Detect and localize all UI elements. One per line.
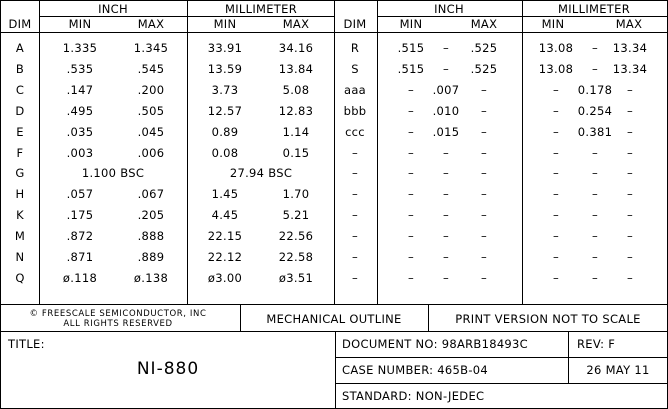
left-unit-divider <box>187 0 188 304</box>
right-inch-mid-cell: – <box>442 271 450 285</box>
right-inch-min-cell: – <box>407 83 415 97</box>
revision: REV: F <box>577 337 616 351</box>
right-inch-min-cell: – <box>407 125 415 139</box>
left-inch-min-cell: 1.335 <box>62 41 98 55</box>
title-value: NI-880 <box>136 359 200 379</box>
right-mm-min-cell: – <box>552 146 560 160</box>
left-mm-min-cell: 4.45 <box>211 208 239 222</box>
left-mm-min-cell: 33.91 <box>207 41 243 55</box>
copyright-line-1: © FREESCALE SEMICONDUCTOR, INC <box>29 309 207 319</box>
right-dim-cell: – <box>351 187 359 201</box>
left-mm-max-header: MAX <box>282 17 310 31</box>
left-inch-min-cell: .147 <box>66 83 94 97</box>
right-dim-cell: – <box>351 166 359 180</box>
right-mm-min-cell: – <box>552 166 560 180</box>
copyright-line-2: ALL RIGHTS RESERVED <box>63 319 173 329</box>
right-inch-max-cell: – <box>480 146 488 160</box>
right-mm-max-cell: – <box>626 125 634 139</box>
right-inch-mid-cell: .015 <box>432 125 460 139</box>
left-mm-min-header: MIN <box>213 17 237 31</box>
right-mm-max-cell: – <box>626 250 634 264</box>
right-mm-max-cell: – <box>626 187 634 201</box>
left-inch-header: INCH <box>98 2 128 16</box>
right-inch-min-header: MIN <box>399 17 423 31</box>
right-mm-header: MILLIMETER <box>558 2 630 16</box>
left-dim-cell: G <box>15 166 25 180</box>
case-number: CASE NUMBER: 465B-04 <box>342 363 489 377</box>
right-mm-max-cell: 13.34 <box>612 62 648 76</box>
left-dim-cell: H <box>15 187 25 201</box>
left-inch-min-cell: .535 <box>66 62 94 76</box>
left-inch-min-cell: ø.118 <box>62 271 98 285</box>
right-mm-max-cell: – <box>626 104 634 118</box>
left-dim-header: DIM <box>8 17 32 31</box>
left-inch-max-cell: .888 <box>137 229 165 243</box>
left-mm-max-cell: 13.84 <box>278 62 314 76</box>
standard: STANDARD: NON-JEDEC <box>342 389 485 403</box>
right-mm-mid-cell: – <box>591 229 599 243</box>
left-dim-cell: D <box>15 104 25 118</box>
right-inch-mid-cell: – <box>442 41 450 55</box>
left-mm-max-cell: ø3.51 <box>278 271 314 285</box>
right-inch-min-cell: – <box>407 146 415 160</box>
right-inch-min-cell: – <box>407 250 415 264</box>
border-left <box>0 0 1 409</box>
right-mm-min-cell: – <box>552 187 560 201</box>
right-inch-mid-cell: – <box>442 229 450 243</box>
right-inch-min-cell: .515 <box>397 62 425 76</box>
right-inch-mid-cell: – <box>442 166 450 180</box>
right-mm-min-cell: – <box>552 229 560 243</box>
right-inch-max-cell: – <box>480 125 488 139</box>
left-mm-min-cell: 0.08 <box>211 146 239 160</box>
left-mm-max-cell: 1.14 <box>282 125 310 139</box>
footer-top-line <box>0 304 667 305</box>
right-inch-mid-cell: – <box>442 187 450 201</box>
right-mm-max-cell: – <box>626 146 634 160</box>
right-dim-cell: R <box>350 41 360 55</box>
center-divider <box>334 0 335 304</box>
right-dim-cell: – <box>351 250 359 264</box>
left-inch-max-cell: .045 <box>137 125 165 139</box>
right-inch-min-cell: – <box>407 208 415 222</box>
left-mm-header: MILLIMETER <box>225 2 297 16</box>
right-mm-min-cell: 13.08 <box>538 41 574 55</box>
outline-divider <box>428 304 429 331</box>
left-dim-divider <box>39 0 40 304</box>
left-inch-min-cell: .035 <box>66 125 94 139</box>
right-mm-mid-cell: – <box>591 166 599 180</box>
left-inch-min-cell: .003 <box>66 146 94 160</box>
right-mm-min-cell: – <box>552 104 560 118</box>
left-inch-max-cell: .545 <box>137 62 165 76</box>
right-mm-min-cell: – <box>552 250 560 264</box>
right-mm-min-cell: 13.08 <box>538 62 574 76</box>
right-mm-min-cell: – <box>552 208 560 222</box>
left-dim-cell: F <box>16 146 24 160</box>
right-mm-mid-cell: 0.381 <box>577 125 613 139</box>
right-inch-min-cell: – <box>407 229 415 243</box>
left-inch-min-header: MIN <box>68 17 92 31</box>
left-inch-max-cell: .006 <box>137 146 165 160</box>
left-inch-max-cell: .200 <box>137 83 165 97</box>
right-dim-cell: ccc <box>345 125 365 139</box>
right-inch-max-cell: – <box>480 208 488 222</box>
docno-bottom-line <box>335 357 667 358</box>
left-inch-max-header: MAX <box>137 17 165 31</box>
left-inch-min-cell: .872 <box>66 229 94 243</box>
right-inch-max-cell: – <box>480 187 488 201</box>
left-dim-cell: K <box>16 208 24 222</box>
left-mm-min-cell: 22.15 <box>207 229 243 243</box>
right-inch-header: INCH <box>434 2 464 16</box>
left-dim-cell: N <box>15 250 25 264</box>
left-mm-min-cell: 13.59 <box>207 62 243 76</box>
right-mm-mid-cell: – <box>591 62 599 76</box>
right-mm-mid-cell: – <box>591 250 599 264</box>
right-mm-mid-cell: – <box>591 187 599 201</box>
left-mm-min-cell: ø3.00 <box>207 271 243 285</box>
right-inch-max-header: MAX <box>470 17 498 31</box>
right-inch-mid-cell: – <box>442 208 450 222</box>
right-mm-mid-cell: – <box>591 41 599 55</box>
left-mm-min-cell: 0.89 <box>211 125 239 139</box>
right-mm-max-cell: – <box>626 83 634 97</box>
left-mm-max-cell: 22.56 <box>278 229 314 243</box>
right-dim-cell: bbb <box>343 104 367 118</box>
left-inch-max-cell: .505 <box>137 104 165 118</box>
left-dim-cell: C <box>15 83 25 97</box>
right-dim-cell: aaa <box>343 83 367 97</box>
left-mm-min-cell: 22.12 <box>207 250 243 264</box>
right-inch-mid-cell: .007 <box>432 83 460 97</box>
right-inch-mid-cell: .010 <box>432 104 460 118</box>
copyright-divider <box>240 304 241 331</box>
right-mm-max-cell: – <box>626 229 634 243</box>
left-dim-cell: E <box>16 125 24 139</box>
right-dim-header: DIM <box>343 17 367 31</box>
left-dim-cell: M <box>14 229 26 243</box>
title-block-top-line <box>0 331 667 332</box>
title-label: TITLE: <box>8 337 45 351</box>
right-dim-cell: – <box>351 208 359 222</box>
print-version-label: PRINT VERSION NOT TO SCALE <box>455 312 641 326</box>
left-mm-bsc-cell: 27.94 BSC <box>229 166 293 180</box>
left-mm-min-cell: 1.45 <box>211 187 239 201</box>
right-dim-divider <box>377 0 378 304</box>
left-dim-cell: Q <box>15 271 25 285</box>
right-unit-divider <box>522 0 523 304</box>
left-mm-max-cell: 34.16 <box>278 41 314 55</box>
right-inch-min-cell: .515 <box>397 41 425 55</box>
left-inch-max-cell: 1.345 <box>133 41 169 55</box>
left-inch-min-cell: .175 <box>66 208 94 222</box>
right-mm-mid-cell: – <box>591 208 599 222</box>
left-inch-max-cell: .067 <box>137 187 165 201</box>
right-inch-max-cell: – <box>480 229 488 243</box>
right-inch-max-cell: – <box>480 83 488 97</box>
left-inch-max-cell: ø.138 <box>133 271 169 285</box>
right-dim-cell: S <box>351 62 359 76</box>
case-bottom-line <box>335 383 667 384</box>
left-inch-bsc-cell: 1.100 BSC <box>81 166 145 180</box>
right-inch-max-cell: – <box>480 166 488 180</box>
right-mm-min-cell: – <box>552 271 560 285</box>
right-mm-min-cell: – <box>552 125 560 139</box>
mechanical-outline-label: MECHANICAL OUTLINE <box>266 312 402 326</box>
left-mm-max-cell: 12.83 <box>278 104 314 118</box>
right-inch-mid-cell: – <box>442 146 450 160</box>
right-dim-cell: – <box>351 271 359 285</box>
title-divider <box>335 331 336 409</box>
right-inch-max-cell: .525 <box>470 41 498 55</box>
left-mm-max-cell: 5.08 <box>282 83 310 97</box>
right-mm-max-cell: 13.34 <box>612 41 648 55</box>
left-mm-max-cell: 0.15 <box>282 146 310 160</box>
left-inch-max-cell: .889 <box>137 250 165 264</box>
right-mm-max-header: MAX <box>615 17 643 31</box>
right-mm-max-cell: – <box>626 271 634 285</box>
right-inch-min-cell: – <box>407 187 415 201</box>
right-mm-mid-cell: 0.178 <box>577 83 613 97</box>
left-mm-max-cell: 22.58 <box>278 250 314 264</box>
left-inch-min-cell: .495 <box>66 104 94 118</box>
left-mm-min-cell: 12.57 <box>207 104 243 118</box>
issue-date: 26 MAY 11 <box>586 363 650 377</box>
right-inch-max-cell: – <box>480 104 488 118</box>
right-mm-mid-cell: – <box>591 146 599 160</box>
right-inch-mid-cell: – <box>442 62 450 76</box>
left-mm-max-cell: 5.21 <box>282 208 310 222</box>
right-inch-max-cell: – <box>480 271 488 285</box>
left-inch-max-cell: .205 <box>137 208 165 222</box>
right-mm-mid-cell: 0.254 <box>577 104 613 118</box>
document-number: DOCUMENT NO: 98ARB18493C <box>342 337 528 351</box>
right-dim-cell: – <box>351 146 359 160</box>
right-mm-max-cell: – <box>626 166 634 180</box>
right-inch-min-cell: – <box>407 271 415 285</box>
right-inch-mid-cell: – <box>442 250 450 264</box>
right-inch-max-cell: .525 <box>470 62 498 76</box>
left-inch-min-cell: .057 <box>66 187 94 201</box>
left-dim-cell: A <box>15 41 25 55</box>
right-dim-cell: – <box>351 229 359 243</box>
left-mm-min-cell: 3.73 <box>211 83 239 97</box>
left-dim-cell: B <box>15 62 25 76</box>
right-mm-min-cell: – <box>552 83 560 97</box>
right-mm-max-cell: – <box>626 208 634 222</box>
right-mm-mid-cell: – <box>591 271 599 285</box>
right-mm-min-header: MIN <box>541 17 565 31</box>
left-inch-min-cell: .871 <box>66 250 94 264</box>
right-inch-max-cell: – <box>480 250 488 264</box>
left-mm-max-cell: 1.70 <box>282 187 310 201</box>
right-inch-min-cell: – <box>407 166 415 180</box>
right-inch-min-cell: – <box>407 104 415 118</box>
